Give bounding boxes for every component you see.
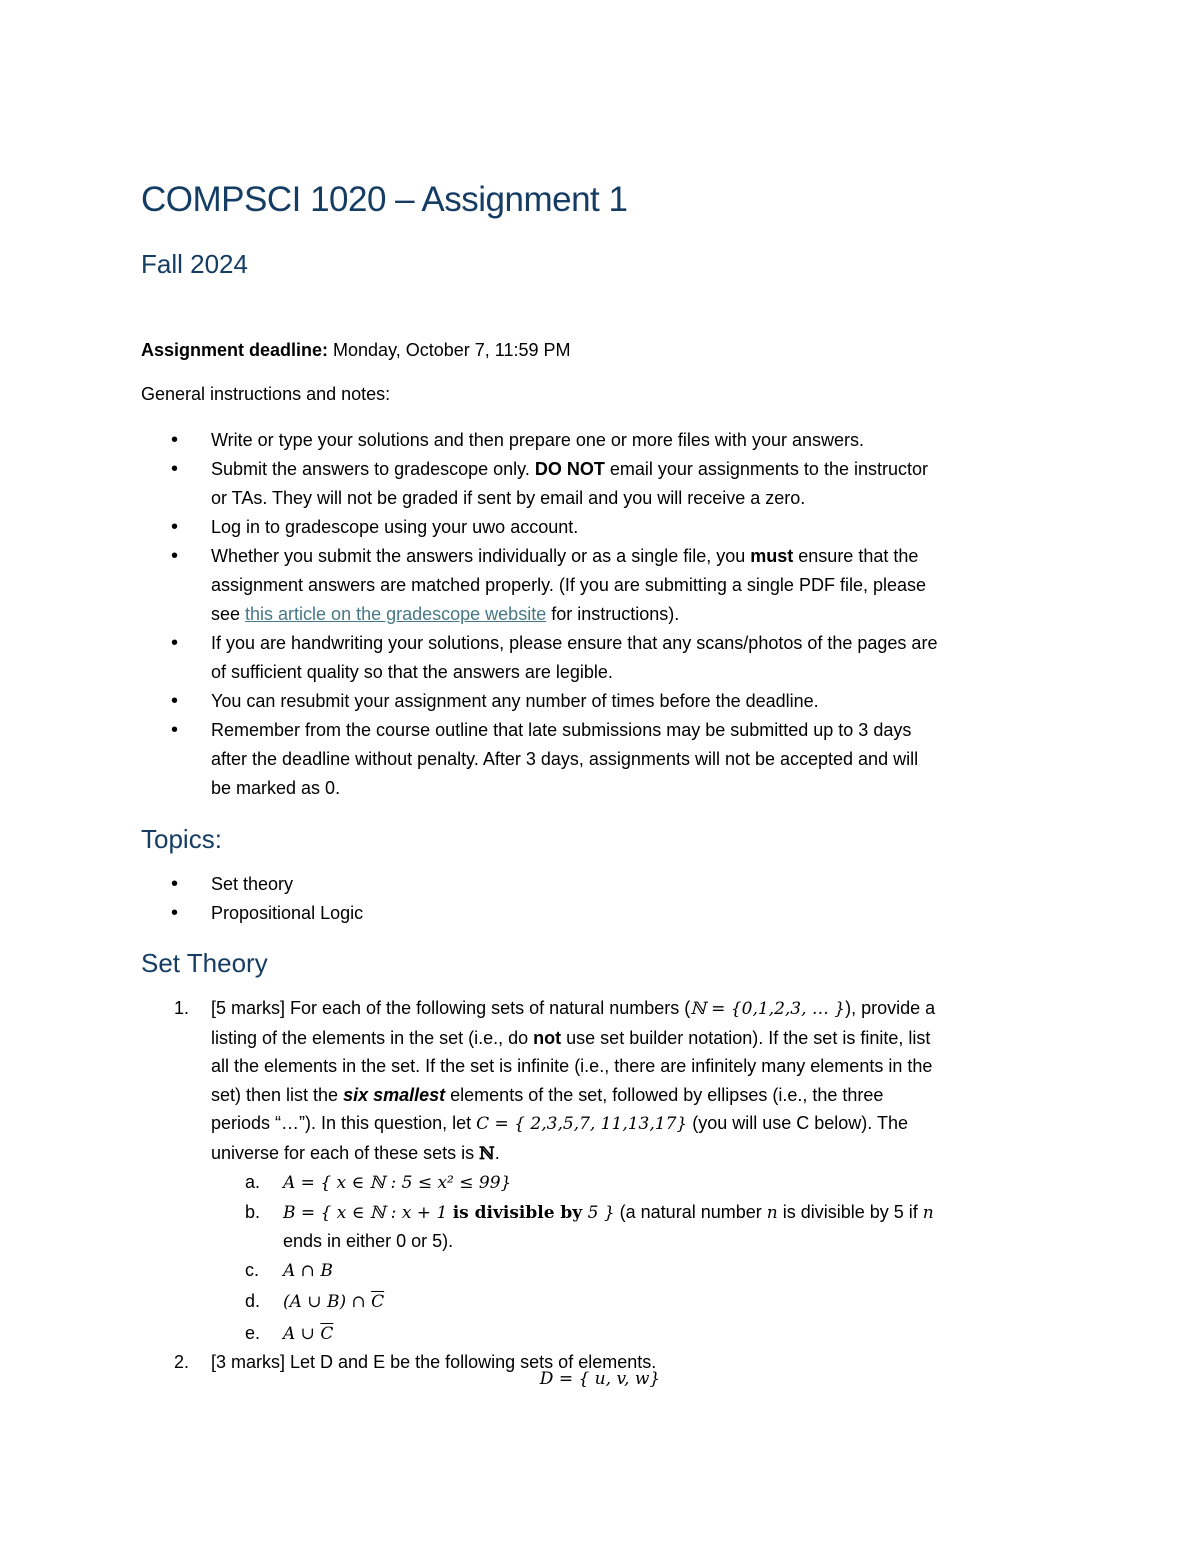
math-expression: ℕ [479, 1143, 495, 1164]
bullet-icon: • [171, 873, 179, 895]
question-text: use set builder notation). If the set is finite, list [561, 1027, 931, 1048]
general-instructions-heading: General instructions and notes: [141, 384, 391, 404]
centered-equation [0, 1368, 1200, 1389]
bullet-icon: • [171, 545, 179, 567]
instruction-text: Submit the answers to gradescope only. [211, 459, 535, 479]
emphasis-text: six smallest [343, 1084, 446, 1105]
question-number: 1. [174, 998, 190, 1018]
math-expression: A = { x ∈ ℕ : 5 ≤ x² ≤ 99} [283, 1173, 512, 1193]
list-item [141, 687, 1061, 716]
question-text: all the elements in the set. If the set is infinite (i.e., there are infinitely many elements in the [211, 1056, 933, 1076]
math-expression: B = { x ∈ ℕ : x + 1 [283, 1202, 453, 1223]
instruction-text: Write or type your solutions and then prepare one or more files with your answers. [211, 430, 864, 450]
math-expression: $\overline{C}$ [371, 1292, 385, 1312]
instruction-text: be marked as 0. [211, 778, 341, 798]
list-item [141, 426, 1061, 455]
instruction-text: Remember from the course outline that late submissions may be submitted up to 3 days [211, 720, 912, 740]
question-text: elements of the set, followed by ellipses (i.e., the three [445, 1084, 884, 1105]
question-text: periods “…”). In this question, let [211, 1113, 477, 1133]
math-expression: A ∪ [283, 1323, 321, 1344]
math-expression: n [766, 1202, 778, 1223]
instruction-text: for instructions). [546, 604, 680, 624]
question-text: listing of the elements in the set (i.e., do [211, 1027, 534, 1048]
question-text: (a natural number [614, 1201, 767, 1222]
subquestion-d [211, 1287, 1061, 1317]
bullet-icon: • [171, 719, 179, 741]
question-text: is divisible by 5 if [777, 1201, 923, 1222]
instruction-text: Log in to gradescope using your uwo account. [211, 517, 579, 537]
math-expression: $\overline{C}$ [320, 1323, 334, 1344]
topic-text: Set theory [211, 874, 294, 894]
list-item [141, 629, 1061, 687]
math-expression: D = { u, v, w} [539, 1369, 661, 1389]
instruction-text: email your assignments to the instructor [604, 459, 928, 479]
instruction-text: ensure that the [793, 546, 919, 566]
topics-heading: Topics: [141, 824, 222, 854]
topics-list [141, 870, 1061, 928]
deadline-label: Assignment deadline: [141, 340, 329, 360]
deadline-value: Monday, October 7, 11:59 PM [328, 340, 571, 360]
subquestion-a [211, 1168, 1061, 1198]
question-text: (you will use C below). The [687, 1113, 908, 1133]
question-number: 2. [174, 1352, 190, 1372]
math-expression: ℕ = {0,1,2,3, … } [690, 999, 846, 1019]
list-item [141, 716, 1061, 803]
subquestion-list [211, 1168, 1061, 1348]
list-item [141, 870, 1061, 899]
subquestion-letter: d. [245, 1291, 261, 1311]
math-expression: (A ∪ B) ∩ [283, 1292, 372, 1312]
list-item [141, 455, 1061, 513]
list-item [141, 899, 1061, 928]
subquestion-letter: e. [245, 1322, 261, 1343]
list-item [141, 513, 1061, 542]
math-expression: C = { 2,3,5,7, 11,13,17} [476, 1114, 688, 1134]
emphasis-text: DO NOT [534, 459, 605, 479]
question-text: set) then list the [211, 1084, 344, 1105]
subquestion-letter: a. [245, 1172, 261, 1192]
bullet-icon: • [171, 458, 179, 480]
instruction-text: You can resubmit your assignment any number of times before the deadline. [211, 691, 819, 711]
emphasis-text: not [533, 1027, 562, 1048]
question-text: ends in either 0 or 5). [283, 1231, 454, 1251]
subquestion-c [211, 1256, 1061, 1286]
instruction-text: If you are handwriting your solutions, please ensure that any scans/photos of the pages are [211, 633, 938, 653]
subquestion-e [211, 1319, 1061, 1349]
topic-text: Propositional Logic [211, 903, 364, 923]
bullet-icon: • [171, 902, 179, 924]
bullet-icon: • [171, 690, 179, 712]
emphasis-text: must [750, 546, 794, 566]
subquestion-b [211, 1198, 1061, 1256]
instruction-text: after the deadline without penalty. After 3 days, assignments will not be accepted and will [211, 749, 919, 769]
question-text: . [494, 1142, 500, 1163]
question-text: [3 marks] Let D and E be the following sets of elements. [211, 1352, 657, 1372]
subquestion-letter: c. [245, 1259, 260, 1280]
instructions-list [141, 426, 1061, 803]
math-expression: n [922, 1202, 934, 1223]
question-1 [141, 994, 1061, 1348]
bullet-icon: • [171, 516, 179, 538]
set-theory-heading: Set Theory [141, 948, 268, 978]
question-text: [5 marks] For each of the following sets of natural numbers ( [211, 998, 691, 1018]
math-expression: 5 } [582, 1202, 615, 1223]
bullet-icon: • [171, 632, 179, 654]
question-text: ), provide a [845, 998, 936, 1018]
bullet-icon: • [171, 429, 179, 451]
list-item [141, 542, 1061, 629]
instruction-text: assignment answers are matched properly. (If you are submitting a single PDF file, please [211, 575, 926, 595]
questions-list [141, 994, 1061, 1377]
question-text: universe for each of these sets is [211, 1142, 480, 1163]
page-title: COMPSCI 1020 – Assignment 1 [141, 180, 628, 219]
math-expression: is divisible by [452, 1202, 583, 1223]
instruction-text: of sufficient quality so that the answers are legible. [211, 662, 613, 682]
gradescope-article-link[interactable]: this article on the gradescope website [245, 604, 547, 624]
math-expression: A ∩ B [283, 1260, 333, 1281]
page-subtitle: Fall 2024 [141, 249, 248, 279]
instruction-text: or TAs. They will not be graded if sent by email and you will receive a zero. [211, 488, 806, 508]
instruction-text: see [211, 604, 246, 624]
instruction-text: Whether you submit the answers individually or as a single file, you [211, 546, 751, 566]
deadline-line [141, 336, 571, 365]
subquestion-letter: b. [245, 1201, 261, 1222]
